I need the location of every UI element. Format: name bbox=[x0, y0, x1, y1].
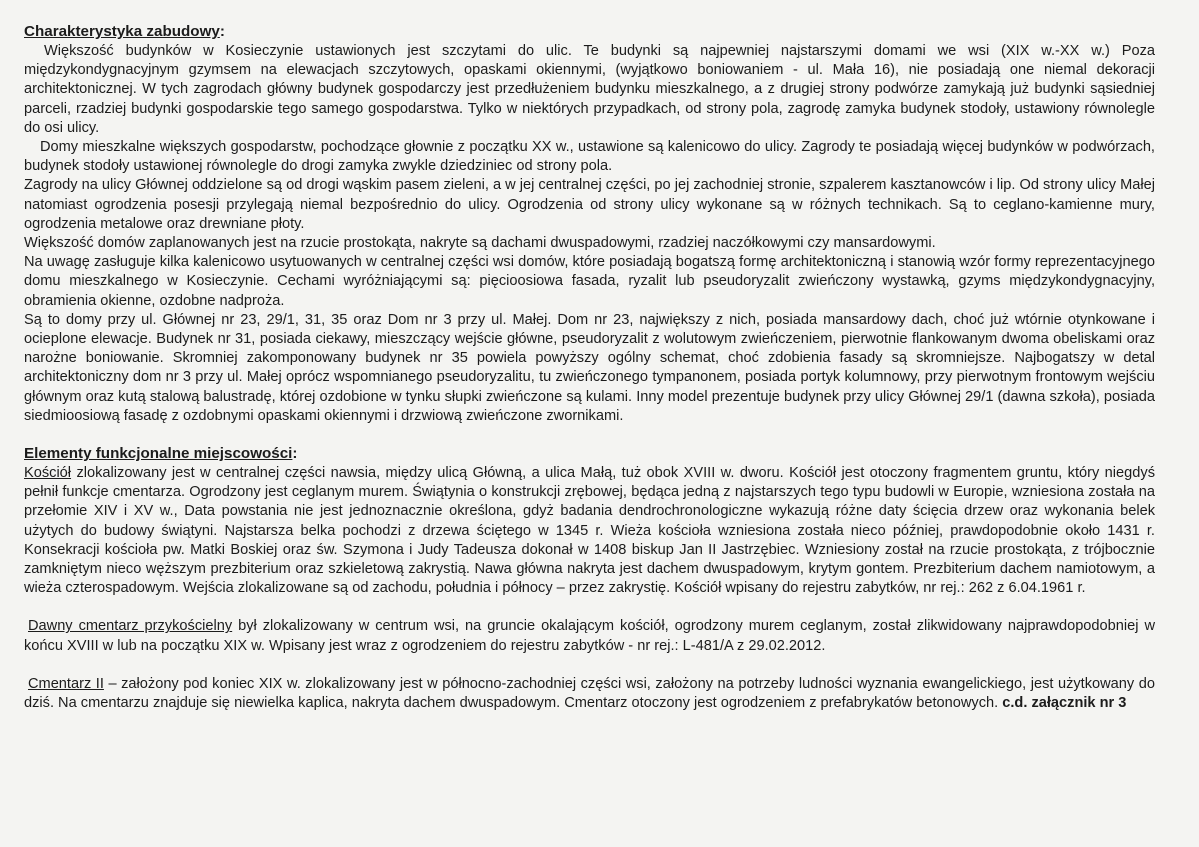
section-heading-elementy bbox=[24, 444, 1155, 464]
cmentarz-2-label: Cmentarz II bbox=[28, 675, 104, 692]
heading-colon: : bbox=[219, 23, 225, 40]
heading-colon: : bbox=[292, 445, 298, 463]
continued-note: c.d. załącznik nr 3 bbox=[1002, 695, 1127, 712]
paragraph-dawny-cmentarz bbox=[24, 617, 1155, 655]
paragraph-cmentarz-2 bbox=[24, 675, 1155, 713]
paragraph-3: Zagrody na ulicy Głównej oddzielone są od drogi wąskim pasem zieleni, a w jej centralnej części, po jej zachodniej stronie, szpalerem kasztanowców i lip. Od strony ulicy Małej natomiast ogrodzenia posesji przylegają niemal bezpośrednio do ulicy. Ogrodzenia od strony ulicy wykonane są w różnych technikach. Są to ceglano-kamienne mury, ogrodzenia metalowe oraz drewniane płoty. bbox=[24, 177, 1155, 232]
paragraph-kosciol bbox=[24, 464, 1155, 598]
paragraph-6: Są to domy przy ul. Głównej nr 23, 29/1, 31, 35 oraz Dom nr 3 przy ul. Małej. Dom nr 23, największy z nich, posiada mansardowy dach, choć już wtórnie otynkowane i ocieplone elewacje. Budynek nr 31, posiada ciekawy, mieszczący wejście główne, pseudoryzalit z wolutowym zwieńczeniem, pierwotnie flankowanym dwoma obeliskami oraz narożne boniowanie. Skromniej zakomponowany budynek nr 35 powiela powyższy ogólny schemat, choć zdobienia fasady są skromniejsze. Najbogatszy w detal architektoniczny dom nr 3 przy ul. Małej oprócz wspomnianego pseudoryzalitu, tu zwieńczonego tympanonem, posiada portyk kolumnowy, przy pierwotnym frontowym wejściu głównym oraz kutą stalową balustradę, której ozdobione w tynku słupki zwieńczone są kulami. Inny model prezentuje budynek przy ulicy Głównej 29/1 (dawna szkoła), posiada siedmioosiową fasadę z ozdobnymi opaskami okiennymi i drzwiową zwieńczone zwornikami. bbox=[24, 311, 1155, 424]
kosciol-label: Kościół bbox=[24, 465, 72, 482]
paragraph-1: Większość budynków w Kosieczynie ustawionych jest szczytami do ulic. Te budynki są najpewniej najstarszymi domami we wsi (XIX w.-XX w.) Poza międzykondygnacyjnym gzymsem na elewacjach szczytowych, opaskami okiennymi, (wyjątkowo boniowaniem - ul. Mała 16), nie posiadają one niemal dekoracji architektonicznej. W tych zagrodach główny budynek gospodarczy jest przedłużeniem budynku mieszkalnego, a z drugiej strony podwórze zamykają już budynki sąsiedniej parceli, rzadziej budynki gospodarskie tego samego gospodarstwa. Tylko w niektórych przypadkach, od strony pola, zagrodę zamyka budynek stodoły, ustawiony równolegle do osi ulicy. bbox=[24, 43, 1155, 136]
heading-text: Charakterystyka zabudowy bbox=[24, 23, 220, 40]
dawny-cmentarz-label: Dawny cmentarz przykościelny bbox=[28, 618, 233, 635]
kosciol-text: zlokalizowany jest w centralnej części nawsia, między ulicą Główną, a ulica Małą, tuż obok XVIII w. dworu. Kościół jest otoczony fragmentem gruntu, który niegdyś pełnił funkcje cmentarza. Ogrodzony jest ceglanym murem. Świątynia o konstrukcji zrębowej, będąca jedną z najstarszych tego typu budowli w Europie, wzniesiona została na przełomie XIV i XV w., Data powstania nie jest jednoznacznie określona, gdyż badania dendrochronologiczne wykazują różne daty ścięcia drzew oraz wykonania belek użytych do budowy świątyni. Najstarsza belka pochodzi z drzewa ściętego w 1345 r. Wieża kościoła wzniesiona została nieco później, prawdopodobnie około 1431 r. Konsekracji kościoła pw. Matki Boskiej oraz św. Szymona i Judy Tadeusza dokonał w 1408 biskup Jan II Jastrzębiec. Wzniesiony został na rzucie prostokąta, z trójbocznie zamkniętym nieco węższym prezbiterium oraz szkieletową zakrystią. Nawa główna nakryta jest dachem dwuspadowym, krytym gontem. Prezbiterium dachem namiotowym, a wieża czterospadowym. Wejścia zlokalizowane są od zachodu, południa i północy – przez zakrystię. Kościół wpisany do rejestru zabytków, nr rej.: 262 z 6.04.1961 r. bbox=[24, 465, 1155, 597]
cmentarz-2-text: – założony pod koniec XIX w. zlokalizowany jest w północno-zachodniej części wsi, założony na potrzeby ludności wyznania ewangelickiego, jest użytkowany do dziś. Na cmentarzu znajduje się niewielka kaplica, nakryta dachem dwuspadowym. Cmentarz otoczony jest ogrodzeniem z prefabrykatów betonowych. bbox=[24, 675, 1155, 712]
dawny-cmentarz-text: był zlokalizowany w centrum wsi, na gruncie okalającym kościół, ogrodzony murem ceglanym, został zlikwidowany najprawdopodobniej w końcu XVIII w lub na początku XIX w. Wpisany jest wraz z ogrodzeniem do rejestru zabytków - nr rej.: L-481/A z 29.02.2012. bbox=[24, 618, 1155, 654]
paragraph-4: Większość domów zaplanowanych jest na rzucie prostokąta, nakryte są dachami dwuspadowymi, rzadziej naczółkowymi czy mansardowymi. bbox=[24, 235, 936, 252]
heading-text: Elementy funkcjonalne miejscowości bbox=[24, 445, 293, 463]
paragraph-5: Na uwagę zasługuje kilka kalenicowo usytuowanych w centralnej części wsi domów, które posiadają bogatszą formę architektoniczną i stanowią wzór formy reprezentacyjnego domu mieszkalnego w Kosieczynie. Cechami wyróżniającymi są: pięcioosiowa fasada, ryzalit lub pseudoryzalit zwieńczony wystawką, gzyms międzykondygnacyjny, obramienia okienne, ozdobne nadproża. bbox=[24, 254, 1155, 309]
section-heading-zabudowa bbox=[24, 22, 1155, 42]
paragraph-2: Domy mieszkalne większych gospodarstw, pochodzące głownie z początku XX w., ustawione są kalenicowo do ulicy. Zagrody te posiadają więcej budynków w podwórzach, budynek stodoły ustawionej równolegle do drogi zamyka zwykle dziedziniec od strony pola. bbox=[24, 139, 1155, 175]
